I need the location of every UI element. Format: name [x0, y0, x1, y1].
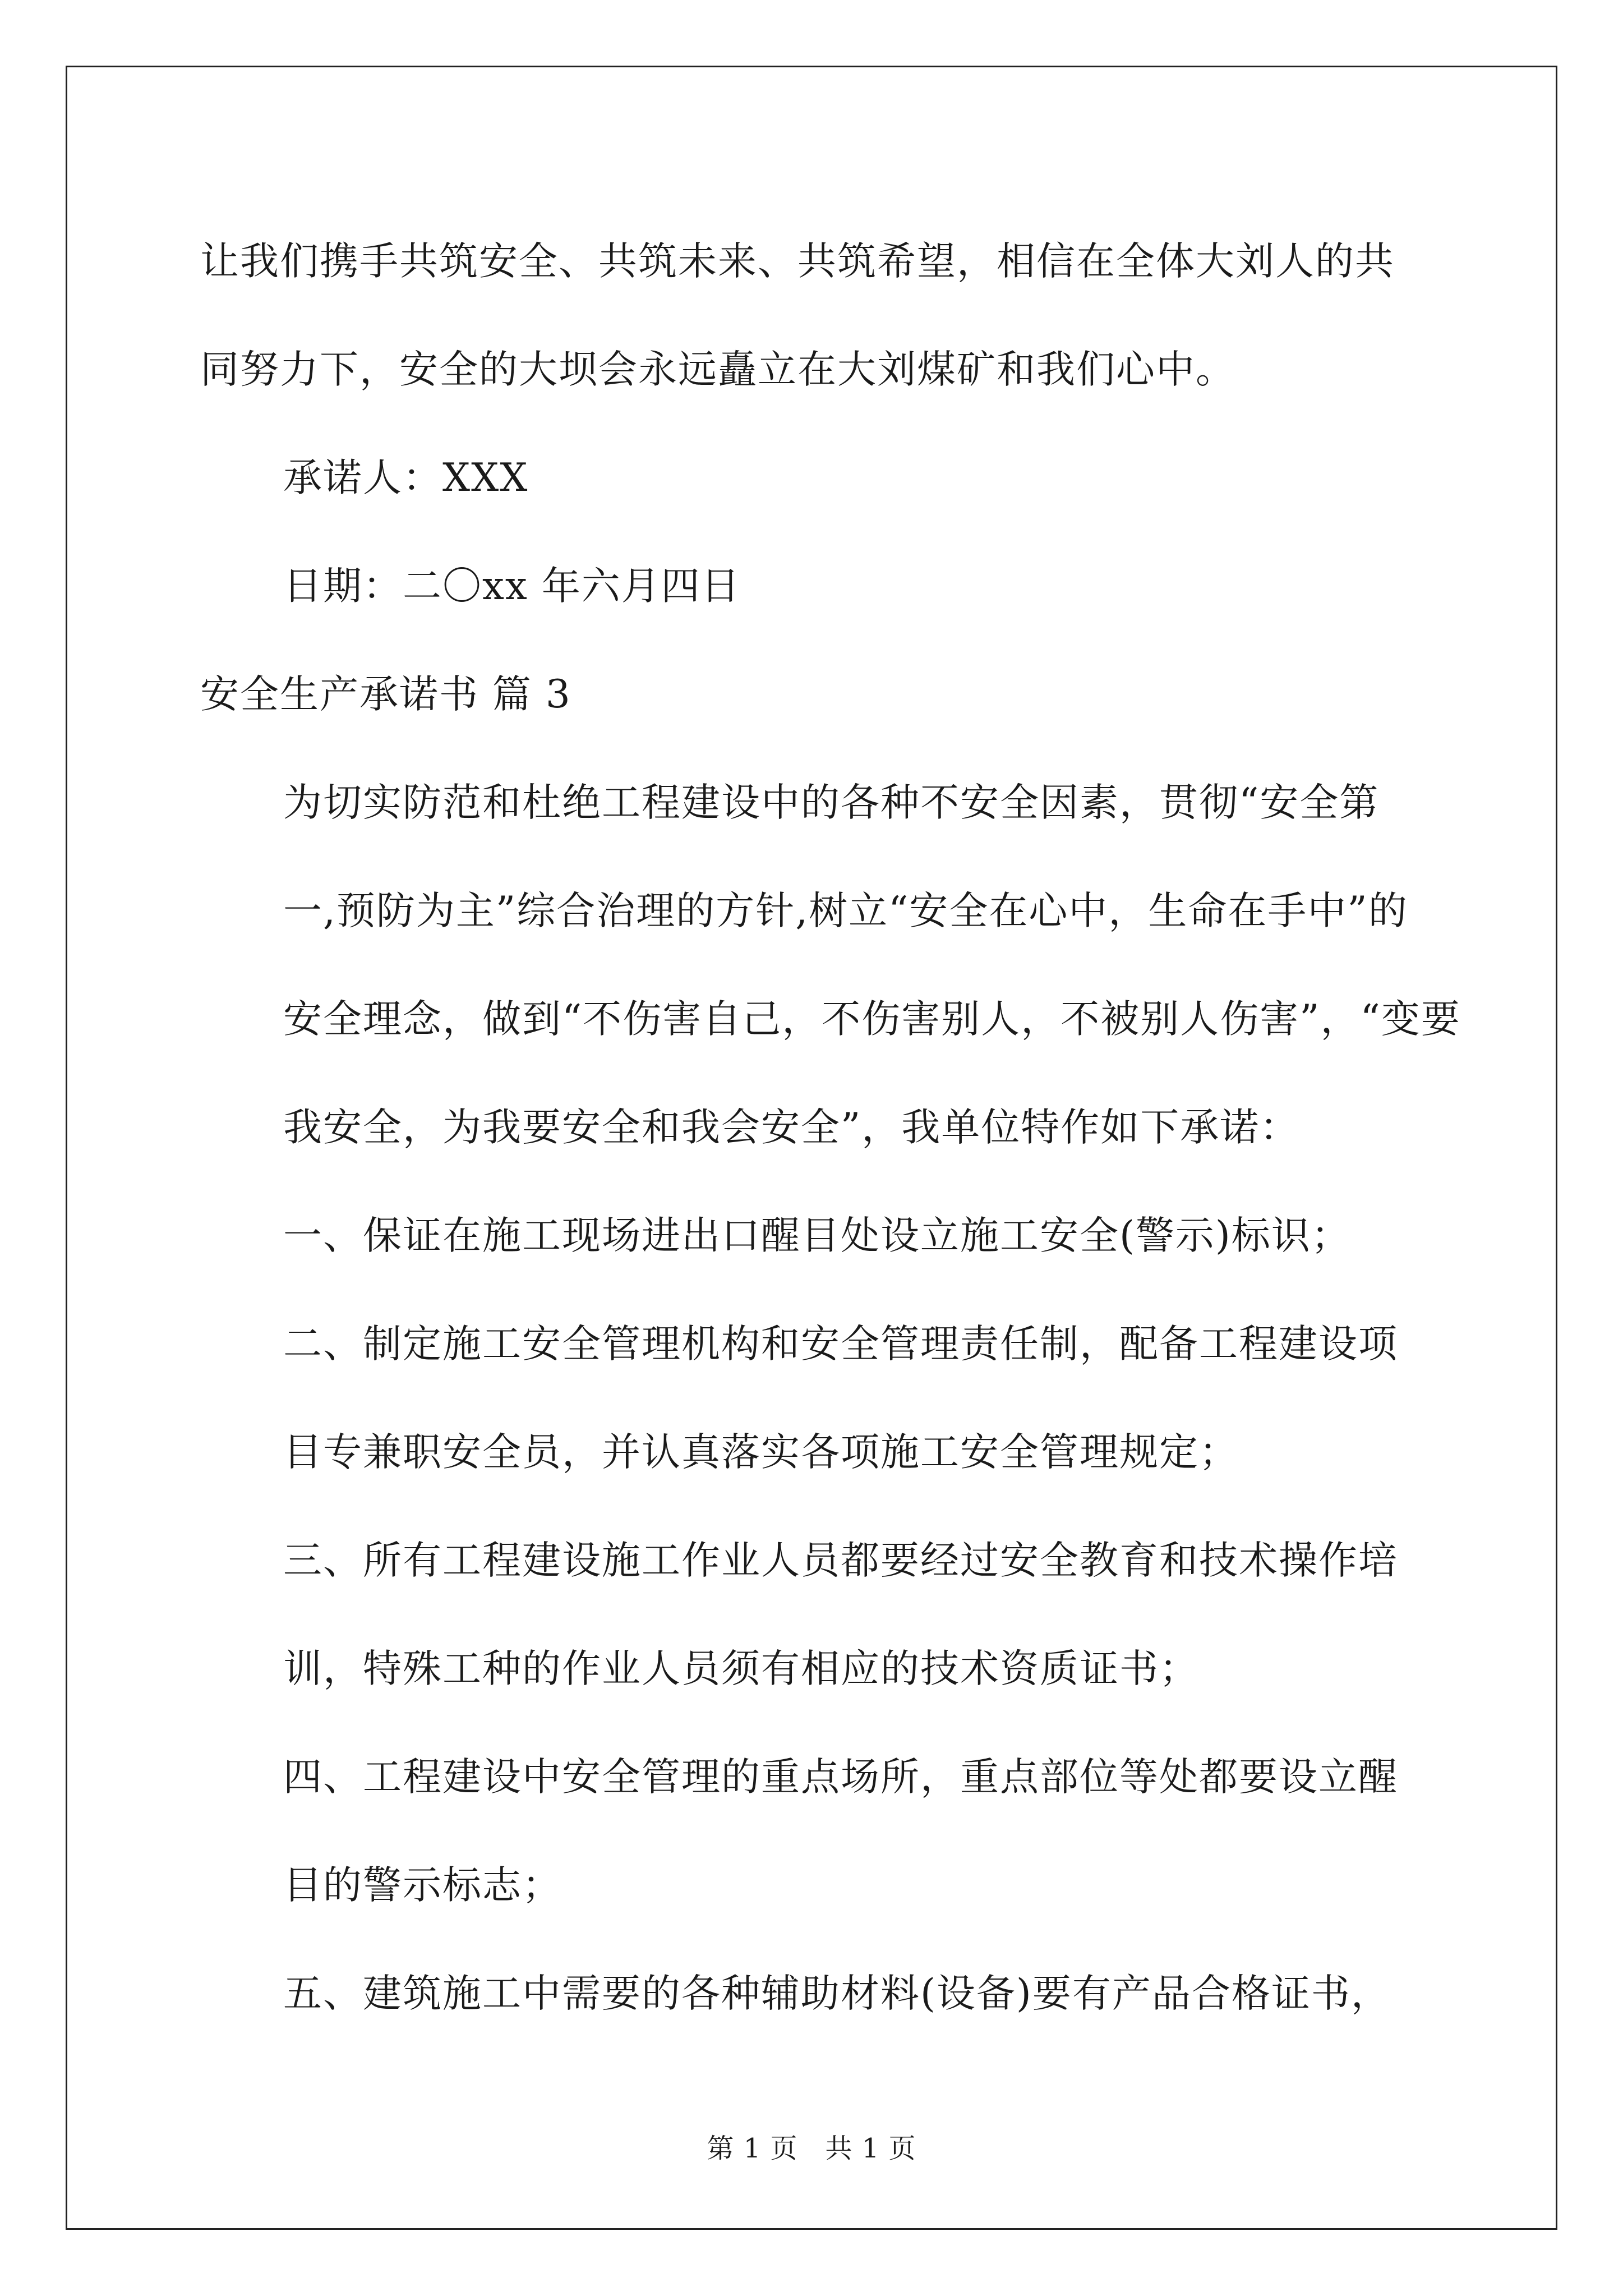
text-line: 承诺人：XXX — [283, 455, 529, 500]
promisor-line — [200, 424, 1426, 532]
page-footer — [0, 2132, 1623, 2165]
text-line: 一,预防为主”综合治理的方针,树立“安全在心中，生命在手中”的 — [283, 889, 1408, 933]
commitment-item-3 — [200, 1507, 1426, 1723]
heading-text: 安全生产承诺书 篇 3 — [200, 672, 571, 717]
text-line: 五、建筑施工中需要的各种辅助材料(设备)要有产品合格证书， — [283, 1971, 1391, 2016]
paragraph-intro — [200, 749, 1461, 1182]
text-line: 三、所有工程建设施工作业人员都要经过安全教育和技术操作培 — [283, 1538, 1398, 1583]
text-line: 日期：二〇xx 年六月四日 — [283, 564, 741, 609]
page-number: 第 1 页 共 1 页 — [707, 2133, 916, 2164]
text-line: 为切实防范和杜绝工程建设中的各种不安全因素，贯彻“安全第 — [283, 780, 1380, 825]
date-line — [200, 532, 1426, 641]
commitment-item-2 — [200, 1290, 1426, 1507]
text-line: 四、工程建设中安全管理的重点场所，重点部位等处都要设立醒 — [283, 1755, 1398, 1800]
text-line: 训，特殊工种的作业人员须有相应的技术资质证书； — [283, 1646, 1199, 1691]
text-line: 目专兼职安全员，并认真落实各项施工安全管理规定； — [283, 1430, 1239, 1475]
text-line: 一、保证在施工现场进出口醒目处设立施工安全(警示)标识； — [283, 1213, 1351, 1258]
text-line: 目的警示标志； — [283, 1863, 562, 1908]
commitment-item-1 — [200, 1182, 1426, 1290]
text-line: 二、制定施工安全管理机构和安全管理责任制，配备工程建设项 — [283, 1322, 1398, 1366]
section-heading — [200, 641, 1426, 749]
commitment-item-4 — [200, 1723, 1426, 1940]
text-line: 同努力下，安全的大坝会永远矗立在大刘煤矿和我们心中。 — [200, 347, 1235, 392]
text-line: 我安全，为我要安全和我会安全”，我单位特作如下承诺： — [283, 1105, 1300, 1150]
document-body — [200, 208, 1461, 2048]
commitment-item-5 — [200, 1940, 1426, 2048]
text-line: 让我们携手共筑安全、共筑未来、共筑希望，相信在全体大刘人的共 — [200, 239, 1395, 284]
paragraph-closing — [200, 208, 1426, 424]
text-line: 安全理念，做到“不伤害自己，不伤害别人，不被别人伤害”，“变要 — [283, 997, 1461, 1042]
